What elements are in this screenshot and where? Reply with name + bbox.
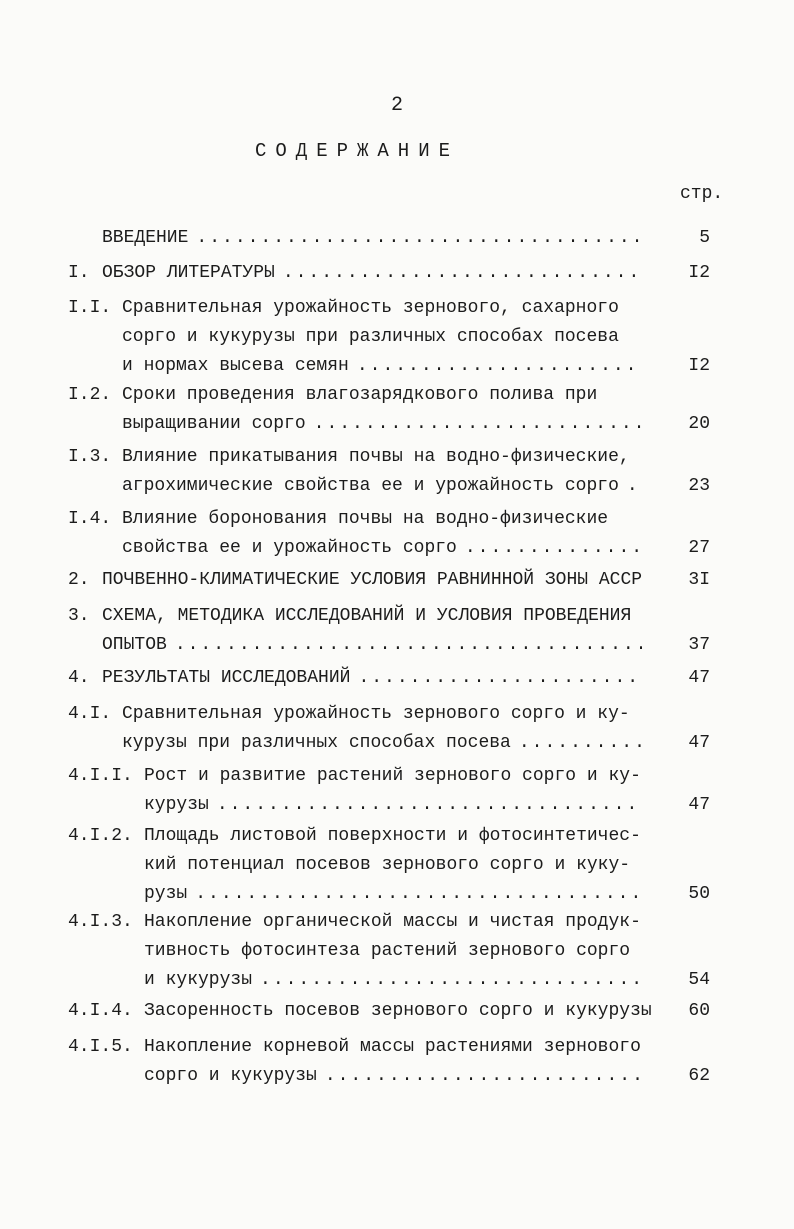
toc-entry-number: I.I. [68,298,112,318]
toc-entry-page: 3I [688,570,710,590]
toc-entry-line-text: Накопление корневой массы растениями зернового [144,1037,641,1057]
toc-entry [60,908,720,995]
toc-entry [60,602,720,660]
toc-entry-page: 47 [688,668,710,688]
toc-entry-text [102,602,648,660]
toc-entry-number: I.4. [68,509,112,529]
toc-entry-line [144,1062,648,1091]
toc-entry-number: 2. [68,570,90,590]
toc-entry-page: 54 [688,970,710,990]
toc-entry [60,294,720,381]
toc-entry-text [122,381,648,439]
toc-entry-line-text: Влияние прикатывания почвы на водно-физические, [122,447,630,467]
toc-entry [60,566,720,595]
toc-entry-number: 4.I.5. [68,1037,133,1057]
toc-entry-line-text: и кукурузы [144,970,253,990]
toc-entry-line-text: ОБЗОР ЛИТЕРАТУРЫ [102,263,275,283]
dot-leader [465,534,642,563]
toc-entry-number: 4.I. [68,704,112,724]
dot-leader [519,729,642,758]
toc-entry-line [122,729,648,758]
toc-entry-line-text: выращивании сорго [122,414,306,434]
toc-entry-number: 4. [68,668,90,688]
dot-leader [325,1062,642,1091]
toc-entry-line-text: СХЕМА, МЕТОДИКА ИССЛЕДОВАНИЙ И УСЛОВИЯ ПРОВЕДЕНИЯ [102,606,632,626]
toc-entry-line [102,664,648,693]
toc-entry-line-text: Сравнительная урожайность зернового, сахарного [122,298,619,318]
toc-entry-line [102,224,648,253]
toc-entry [60,224,720,253]
toc-entry-line [144,822,648,851]
toc-entry-line [144,880,648,909]
toc-entry-text [144,908,648,995]
toc-entry-line [102,602,648,631]
toc-entry [60,997,720,1026]
toc-entry-line [122,323,648,352]
dot-leader [627,472,642,501]
toc-entry [60,664,720,693]
toc-entry-text [102,259,648,288]
toc-entry-page: 27 [688,538,710,558]
toc-entry [60,762,720,820]
toc-entry-line [122,534,648,563]
toc-entry-line-text: Накопление органической массы и чистая продук- [144,912,641,932]
toc-entry [60,259,720,288]
toc-entry-page: 23 [688,476,710,496]
dot-leader [260,966,642,995]
toc-entry-text [102,224,648,253]
toc-entry-line [102,631,648,660]
toc-entry-page: 60 [688,1001,710,1021]
toc-entry-text [122,443,648,501]
toc-entry-text [102,664,648,693]
toc-entry-page: I2 [688,263,710,283]
toc-entry-line-text: ПОЧВЕННО-КЛИМАТИЧЕСКИЕ УСЛОВИЯ РАВНИННОЙ ЗОНЫ АССР [102,570,643,590]
toc-entry [60,443,720,501]
dot-leader [283,259,642,288]
dot-leader [196,224,642,253]
toc-entry-page: 50 [688,884,710,904]
toc-entry-page: 62 [688,1066,710,1086]
toc-entry-line [144,1033,648,1062]
toc-entry-line-text: РЕЗУЛЬТАТЫ ИССЛЕДОВАНИЙ [102,668,351,688]
toc-entry-text [122,505,648,563]
toc-entry-line-text: Засоренность посевов зернового сорго и кукурузы [144,1001,652,1021]
toc-entry-page: 47 [688,795,710,815]
toc-entry [60,505,720,563]
toc-entry-page: 47 [688,733,710,753]
toc-entry-line-text: курузы при различных способах посева [122,733,511,753]
toc-entry-text [144,997,652,1026]
toc-entry-text [144,762,648,820]
toc-entry-text [102,566,648,595]
toc-entry-line-text: агрохимические свойства ее и урожайность сорго [122,476,619,496]
toc-entry-line [144,762,648,791]
toc-entry-line [144,908,648,937]
toc-entry-line-text: сорго и кукурузы при различных способах посева [122,327,619,347]
toc-entry-number: I.2. [68,385,112,405]
toc-entry-line [122,352,648,381]
toc-entry-line [122,700,648,729]
toc-entry-line-text: рузы [144,884,188,904]
toc-entry-line [144,791,648,820]
toc-entry-line [102,566,648,595]
dot-leader [175,631,642,660]
toc-entry-line-text: Рост и развитие растений зернового сорго и ку- [144,766,641,786]
toc-entry-number: 3. [68,606,90,626]
toc-entry-line [122,381,648,410]
toc-entry-line-text: кий потенциал посевов зернового сорго и куку- [144,855,631,875]
toc-entry-number: 4.I.2. [68,826,133,846]
toc-entry-line-text: ОПЫТОВ [102,635,167,655]
toc-entry-text [122,294,648,381]
toc-entry-line-text: свойства ее и урожайность сорго [122,538,457,558]
toc-entry-page: 37 [688,635,710,655]
toc-entry-line [144,997,652,1026]
toc-entry [60,381,720,439]
toc-entry [60,700,720,758]
toc-entry-line-text: тивность фотосинтеза растений зернового сорго [144,941,631,961]
toc-entry-line-text: сорго и кукурузы [144,1066,317,1086]
toc-entry-line [122,294,648,323]
dot-leader [358,664,642,693]
toc-entry-line [144,937,648,966]
toc-entry-page: 20 [688,414,710,434]
toc-entry-line-text: Площадь листовой поверхности и фотосинтетичес- [144,826,641,846]
toc-entry-line [122,443,648,472]
toc-title: СОДЕРЖАНИЕ [254,140,460,162]
toc-entry-line [122,472,648,501]
toc-entry-line-text: Сроки проведения влагозарядкового полива при [122,385,598,405]
toc-entry-line [144,966,648,995]
dot-leader [217,791,642,820]
toc-entry-number: I.3. [68,447,112,467]
toc-entry-page: I2 [688,356,710,376]
toc-entry-number: 4.I.3. [68,912,133,932]
toc-entry-number: 4.I.4. [68,1001,133,1021]
toc-entry-line [122,410,648,439]
page-number: 2 [390,94,403,117]
toc-entry-number: 4.I.I. [68,766,133,786]
toc-entry-line-text: и нормах высева семян [122,356,349,376]
page-column-label: стр. [680,184,724,204]
toc-entry-text [122,700,648,758]
toc-entry [60,822,720,909]
dot-leader [195,880,642,909]
toc-entry-page: 5 [699,228,710,248]
toc-entry-text [144,822,648,909]
toc-entry-line [144,851,648,880]
toc-entry-line [122,505,648,534]
toc-entry-line-text: Сравнительная урожайность зернового сорго и ку- [122,704,630,724]
dot-leader [314,410,642,439]
toc-entry-number: I. [68,263,90,283]
toc-entry-line-text: курузы [144,795,209,815]
toc-entry-text [144,1033,648,1091]
toc-entry-line-text: ВВЕДЕНИЕ [102,228,189,248]
toc-entry [60,1033,720,1091]
toc-entry-line [102,259,648,288]
dot-leader [357,352,642,381]
toc-entry-line-text: Влияние боронования почвы на водно-физические [122,509,609,529]
